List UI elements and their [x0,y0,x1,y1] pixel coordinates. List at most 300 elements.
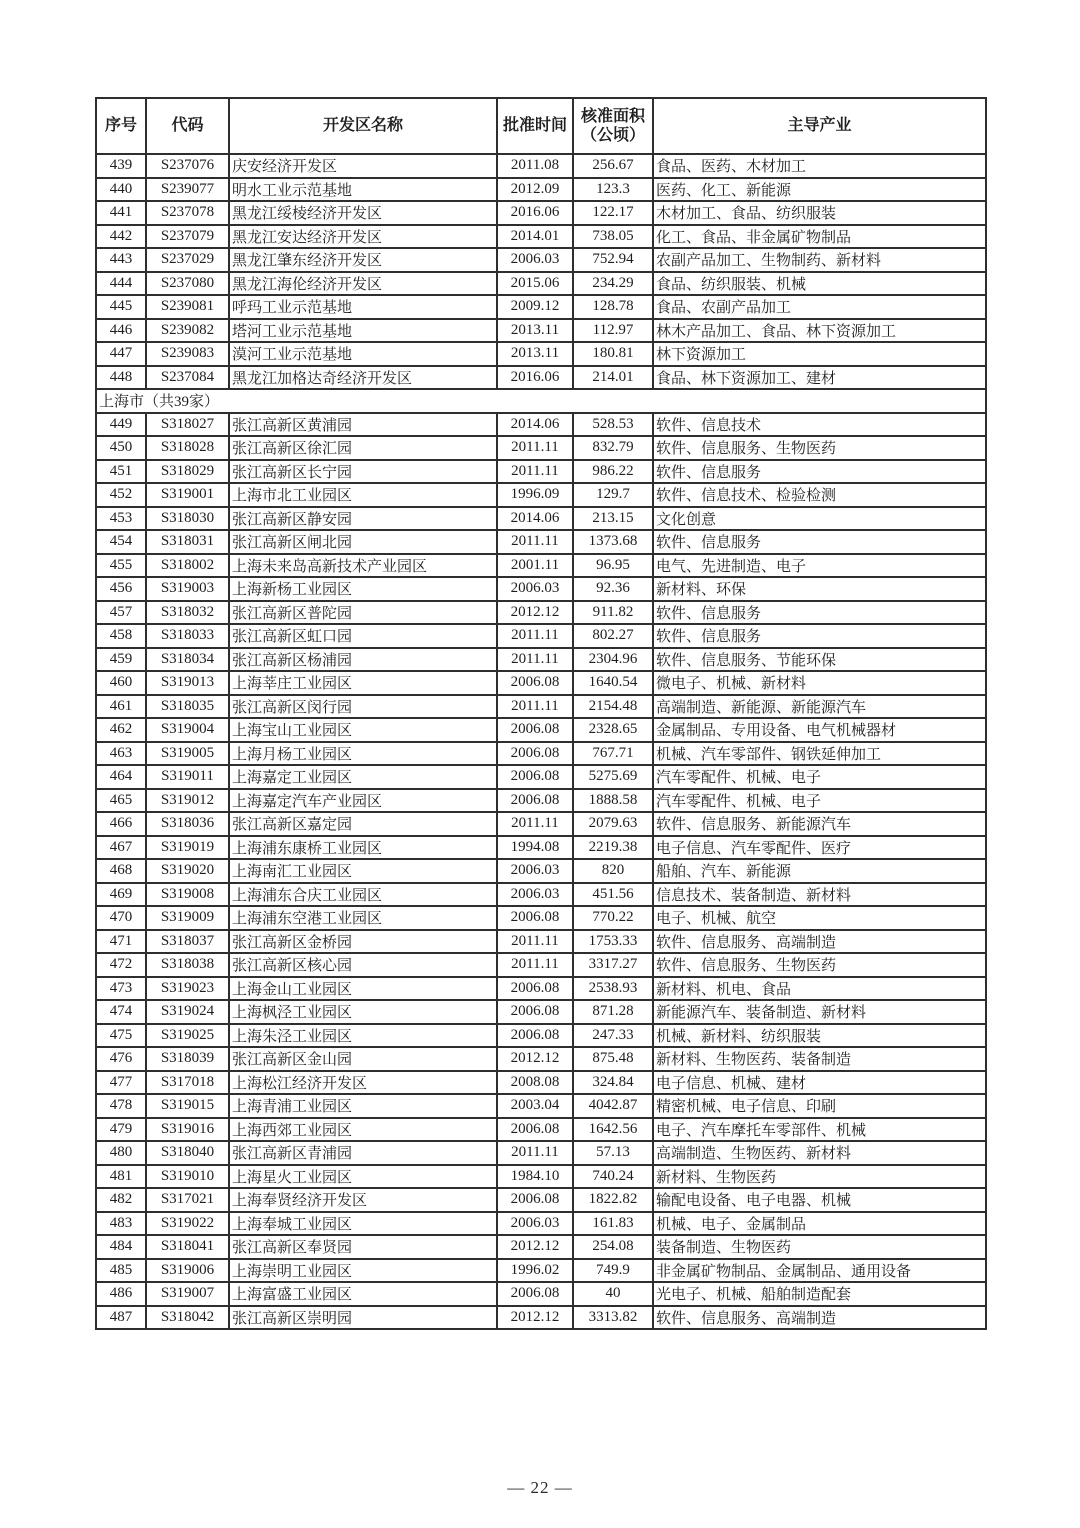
table-cell-seq: 473 [96,977,146,1001]
table-cell-industry: 化工、食品、非金属矿物制品 [653,225,986,249]
table-cell-industry: 金属制品、专用设备、电气机械器材 [653,718,986,742]
table-cell-name: 上海浦东空港工业园区 [229,906,497,930]
table-row [96,836,986,860]
table-cell-date: 2011.11 [497,648,573,672]
table-cell-industry: 高端制造、生物医药、新材料 [653,1141,986,1165]
table-cell-area: 832.79 [573,436,653,460]
table-cell-date: 1996.09 [497,483,573,507]
table-cell-code: S319008 [146,883,229,907]
table-cell-seq: 467 [96,836,146,860]
table-cell-area: 875.48 [573,1047,653,1071]
table-cell-code: S319019 [146,836,229,860]
table-cell-seq: 450 [96,436,146,460]
table-cell-area: 871.28 [573,1000,653,1024]
table-cell-code: S237076 [146,154,229,178]
table-cell-name: 张江高新区核心园 [229,953,497,977]
table-cell-industry: 机械、电子、金属制品 [653,1212,986,1236]
table-cell-area: 802.27 [573,624,653,648]
table-cell-industry: 食品、林下资源加工、建材 [653,366,986,390]
table-cell-seq: 453 [96,507,146,531]
table-cell-industry: 船舶、汽车、新能源 [653,859,986,883]
table-row [96,789,986,813]
table-cell-industry: 信息技术、装备制造、新材料 [653,883,986,907]
table-row [96,366,986,390]
table-cell-date: 2012.12 [497,601,573,625]
table-row [96,718,986,742]
table-cell-code: S239082 [146,319,229,343]
table-cell-name: 张江高新区金桥园 [229,930,497,954]
table-cell-code: S237029 [146,248,229,272]
table-cell-date: 2011.11 [497,624,573,648]
table-cell-area: 1888.58 [573,789,653,813]
table-row [96,1047,986,1071]
table-cell-seq: 480 [96,1141,146,1165]
table-cell-code: S318032 [146,601,229,625]
table-cell-code: S317018 [146,1071,229,1095]
table-row [96,1141,986,1165]
table-cell-name: 张江高新区静安园 [229,507,497,531]
table-cell-seq: 457 [96,601,146,625]
table-cell-date: 2011.11 [497,460,573,484]
table-cell-name: 张江高新区徐汇园 [229,436,497,460]
table-cell-name: 上海新杨工业园区 [229,577,497,601]
table-cell-code: S319012 [146,789,229,813]
table-row [96,1235,986,1259]
table-cell-seq: 474 [96,1000,146,1024]
table-cell-date: 2012.09 [497,178,573,202]
table-cell-name: 上海奉贤经济开发区 [229,1188,497,1212]
table-cell-industry: 软件、信息服务 [653,601,986,625]
table-row [96,601,986,625]
table-cell-seq: 458 [96,624,146,648]
table-cell-name: 上海松江经济开发区 [229,1071,497,1095]
section-row [96,389,986,413]
table-cell-code: S319022 [146,1212,229,1236]
table-cell-industry: 装备制造、生物医药 [653,1235,986,1259]
table-cell-industry: 电子信息、机械、建材 [653,1071,986,1095]
table-row [96,671,986,695]
table-row [96,554,986,578]
table-cell-date: 2006.08 [497,742,573,766]
table-cell-code: S318034 [146,648,229,672]
column-header-area-line2: （公顷） [580,127,645,144]
table-row [96,460,986,484]
table-cell-area: 1642.56 [573,1118,653,1142]
table-cell-area: 247.33 [573,1024,653,1048]
table-row [96,648,986,672]
table-cell-industry: 精密机械、电子信息、印刷 [653,1094,986,1118]
table-cell-name: 上海浦东合庆工业园区 [229,883,497,907]
table-cell-seq: 466 [96,812,146,836]
table-cell-code: S319025 [146,1024,229,1048]
table-cell-name: 张江高新区青浦园 [229,1141,497,1165]
table-cell-area: 92.36 [573,577,653,601]
table-cell-date: 2009.12 [497,295,573,319]
table-cell-code: S319010 [146,1165,229,1189]
table-cell-area: 96.95 [573,554,653,578]
table-cell-industry: 机械、汽车零部件、钢铁延伸加工 [653,742,986,766]
table-row [96,1306,986,1330]
table-cell-date: 2016.06 [497,366,573,390]
table-cell-area: 738.05 [573,225,653,249]
table-cell-name: 黑龙江绥棱经济开发区 [229,201,497,225]
table-row [96,319,986,343]
table-cell-name: 上海未来岛高新技术产业园区 [229,554,497,578]
table-row [96,859,986,883]
table-cell-date: 2006.08 [497,765,573,789]
table-cell-industry: 新材料、机电、食品 [653,977,986,1001]
column-header-name: 开发区名称 [229,98,497,154]
table-row [96,530,986,554]
table-cell-seq: 478 [96,1094,146,1118]
table-cell-code: S318040 [146,1141,229,1165]
table-cell-name: 上海宝山工业园区 [229,718,497,742]
table-row [96,1212,986,1236]
table-cell-name: 上海朱泾工业园区 [229,1024,497,1048]
table-row [96,1000,986,1024]
table-cell-seq: 442 [96,225,146,249]
table-cell-area: 40 [573,1282,653,1306]
table-row [96,1188,986,1212]
table-cell-industry: 汽车零配件、机械、电子 [653,765,986,789]
table-row [96,342,986,366]
table-cell-code: S319006 [146,1259,229,1283]
table-cell-area: 254.08 [573,1235,653,1259]
table-cell-date: 1996.02 [497,1259,573,1283]
table-cell-date: 2006.08 [497,1024,573,1048]
table-cell-seq: 464 [96,765,146,789]
column-header-area-line1: 核准面积 [580,107,645,125]
table-cell-date: 2011.11 [497,953,573,977]
table-cell-seq: 486 [96,1282,146,1306]
table-cell-date: 2006.08 [497,1118,573,1142]
table-row [96,624,986,648]
table-row [96,413,986,437]
table-cell-name: 黑龙江安达经济开发区 [229,225,497,249]
table-cell-name: 张江高新区嘉定园 [229,812,497,836]
table-cell-area: 324.84 [573,1071,653,1095]
table-cell-industry: 软件、信息服务 [653,530,986,554]
table-cell-name: 张江高新区长宁园 [229,460,497,484]
table-cell-code: S319024 [146,1000,229,1024]
table-cell-name: 明水工业示范基地 [229,178,497,202]
table-row [96,742,986,766]
table-cell-seq: 462 [96,718,146,742]
table-cell-industry: 软件、信息技术 [653,413,986,437]
table-cell-industry: 软件、信息服务 [653,460,986,484]
table-cell-date: 2014.06 [497,413,573,437]
table-row [96,977,986,1001]
table-cell-seq: 456 [96,577,146,601]
table-row [96,1024,986,1048]
table-row [96,695,986,719]
table-cell-area: 749.9 [573,1259,653,1283]
table-cell-date: 2003.04 [497,1094,573,1118]
table-row [96,1094,986,1118]
table-row [96,483,986,507]
table-row [96,507,986,531]
table-cell-date: 2006.03 [497,859,573,883]
table-cell-code: S318041 [146,1235,229,1259]
table-cell-date: 2011.11 [497,812,573,836]
table-cell-date: 2006.08 [497,977,573,1001]
table-cell-code: S319004 [146,718,229,742]
table-cell-seq: 487 [96,1306,146,1330]
table-cell-industry: 高端制造、新能源、新能源汽车 [653,695,986,719]
table-cell-code: S319016 [146,1118,229,1142]
table-cell-area: 2328.65 [573,718,653,742]
table-cell-industry: 软件、信息服务、高端制造 [653,930,986,954]
table-body [96,154,986,1329]
table-cell-industry: 软件、信息技术、检验检测 [653,483,986,507]
table-cell-code: S319020 [146,859,229,883]
table-row [96,201,986,225]
table-cell-code: S318042 [146,1306,229,1330]
table-cell-date: 2011.08 [497,154,573,178]
table-cell-area: 770.22 [573,906,653,930]
table-row [96,272,986,296]
table-cell-name: 张江高新区奉贤园 [229,1235,497,1259]
table-cell-code: S318036 [146,812,229,836]
table-cell-seq: 443 [96,248,146,272]
table-cell-area: 256.67 [573,154,653,178]
table-cell-date: 2011.11 [497,436,573,460]
table-cell-seq: 449 [96,413,146,437]
table-cell-code: S239077 [146,178,229,202]
table-cell-seq: 455 [96,554,146,578]
table-cell-seq: 475 [96,1024,146,1048]
table-cell-industry: 林木产品加工、食品、林下资源加工 [653,319,986,343]
table-cell-code: S319009 [146,906,229,930]
table-cell-area: 1373.68 [573,530,653,554]
table-cell-seq: 447 [96,342,146,366]
column-header-seq: 序号 [96,98,146,154]
table-cell-name: 黑龙江海伦经济开发区 [229,272,497,296]
table-row [96,154,986,178]
table-cell-industry: 机械、新材料、纺织服装 [653,1024,986,1048]
table-cell-seq: 471 [96,930,146,954]
table-row [96,906,986,930]
table-cell-code: S318027 [146,413,229,437]
table-cell-date: 2011.11 [497,1141,573,1165]
table-cell-name: 上海青浦工业园区 [229,1094,497,1118]
table-row [96,1282,986,1306]
table-cell-area: 2079.63 [573,812,653,836]
column-header-date: 批准时间 [497,98,573,154]
table-cell-date: 2014.06 [497,507,573,531]
table-cell-name: 上海富盛工业园区 [229,1282,497,1306]
table-cell-seq: 465 [96,789,146,813]
table-cell-industry: 文化创意 [653,507,986,531]
table-cell-code: S319011 [146,765,229,789]
table-cell-industry: 电子信息、汽车零配件、医疗 [653,836,986,860]
table-cell-date: 2006.03 [497,1212,573,1236]
table-cell-code: S318037 [146,930,229,954]
table-cell-area: 820 [573,859,653,883]
table-cell-name: 张江高新区虹口园 [229,624,497,648]
table-cell-code: S237080 [146,272,229,296]
table-cell-seq: 482 [96,1188,146,1212]
table-cell-seq: 485 [96,1259,146,1283]
table-cell-name: 庆安经济开发区 [229,154,497,178]
table-cell-name: 张江高新区杨浦园 [229,648,497,672]
table-cell-seq: 439 [96,154,146,178]
table-cell-area: 3313.82 [573,1306,653,1330]
table-row [96,436,986,460]
table-cell-area: 112.97 [573,319,653,343]
table-cell-seq: 483 [96,1212,146,1236]
table-cell-seq: 476 [96,1047,146,1071]
table-cell-name: 上海崇明工业园区 [229,1259,497,1283]
table-cell-date: 2012.12 [497,1235,573,1259]
table-cell-industry: 软件、信息服务、生物医药 [653,436,986,460]
table-row [96,1165,986,1189]
table-cell-date: 2011.11 [497,930,573,954]
table-cell-code: S239081 [146,295,229,319]
table-cell-area: 214.01 [573,366,653,390]
table-cell-date: 2006.03 [497,248,573,272]
table-cell-seq: 441 [96,201,146,225]
table-cell-name: 张江高新区金山园 [229,1047,497,1071]
table-cell-name: 上海南汇工业园区 [229,859,497,883]
table-cell-industry: 软件、信息服务、新能源汽车 [653,812,986,836]
table-cell-area: 129.7 [573,483,653,507]
column-header-code: 代码 [146,98,229,154]
table-row [96,577,986,601]
table-cell-code: S237079 [146,225,229,249]
table-cell-area: 2304.96 [573,648,653,672]
table-cell-area: 2219.38 [573,836,653,860]
table-cell-name: 张江高新区黄浦园 [229,413,497,437]
table-cell-name: 上海金山工业园区 [229,977,497,1001]
table-row [96,295,986,319]
table-cell-area: 2538.93 [573,977,653,1001]
table-cell-name: 塔河工业示范基地 [229,319,497,343]
table-cell-seq: 459 [96,648,146,672]
table-cell-area: 752.94 [573,248,653,272]
table-cell-seq: 472 [96,953,146,977]
table-cell-date: 2011.11 [497,530,573,554]
table-cell-name: 上海枫泾工业园区 [229,1000,497,1024]
table-cell-code: S319005 [146,742,229,766]
table-cell-seq: 484 [96,1235,146,1259]
table-cell-date: 2006.08 [497,671,573,695]
table-row [96,1259,986,1283]
column-header-area [573,98,653,154]
table-cell-name: 上海嘉定汽车产业园区 [229,789,497,813]
table-cell-industry: 软件、信息服务、高端制造 [653,1306,986,1330]
table-cell-seq: 477 [96,1071,146,1095]
table-cell-industry: 食品、农副产品加工 [653,295,986,319]
table-cell-industry: 木材加工、食品、纺织服装 [653,201,986,225]
table-cell-date: 2006.08 [497,1188,573,1212]
table-cell-code: S319001 [146,483,229,507]
table-cell-industry: 农副产品加工、生物制药、新材料 [653,248,986,272]
table-row [96,1071,986,1095]
table-cell-industry: 输配电设备、电子电器、机械 [653,1188,986,1212]
table-cell-industry: 非金属矿物制品、金属制品、通用设备 [653,1259,986,1283]
table-cell-seq: 461 [96,695,146,719]
table-cell-name: 上海西郊工业园区 [229,1118,497,1142]
table-cell-area: 740.24 [573,1165,653,1189]
table-cell-date: 2006.03 [497,883,573,907]
table-cell-code: S318030 [146,507,229,531]
table-cell-code: S319013 [146,671,229,695]
table-cell-code: S318031 [146,530,229,554]
table-cell-area: 451.56 [573,883,653,907]
table-row [96,765,986,789]
table-cell-name: 张江高新区闸北园 [229,530,497,554]
table-cell-date: 1994.08 [497,836,573,860]
header-row [96,98,986,154]
table-cell-seq: 440 [96,178,146,202]
table-cell-code: S317021 [146,1188,229,1212]
table-cell-code: S237078 [146,201,229,225]
table-cell-area: 57.13 [573,1141,653,1165]
table-cell-name: 张江高新区普陀园 [229,601,497,625]
table-cell-industry: 软件、信息服务、生物医药 [653,953,986,977]
table-cell-area: 122.17 [573,201,653,225]
table-cell-industry: 汽车零配件、机械、电子 [653,789,986,813]
table-cell-area: 528.53 [573,413,653,437]
table-row [96,178,986,202]
table-cell-name: 黑龙江肇东经济开发区 [229,248,497,272]
page-number: — 22 — [507,1478,573,1497]
table-cell-area: 213.15 [573,507,653,531]
table-cell-area: 180.81 [573,342,653,366]
table-cell-date: 2006.08 [497,789,573,813]
table-cell-name: 张江高新区崇明园 [229,1306,497,1330]
table-cell-date: 1984.10 [497,1165,573,1189]
table-cell-seq: 452 [96,483,146,507]
table-cell-name: 漠河工业示范基地 [229,342,497,366]
table-cell-seq: 454 [96,530,146,554]
table-cell-code: S319007 [146,1282,229,1306]
table-cell-area: 911.82 [573,601,653,625]
table-cell-seq: 479 [96,1118,146,1142]
table-cell-date: 2012.12 [497,1047,573,1071]
table-cell-industry: 医药、化工、新能源 [653,178,986,202]
table-cell-seq: 481 [96,1165,146,1189]
table-cell-area: 2154.48 [573,695,653,719]
table-row [96,953,986,977]
table-row [96,1118,986,1142]
table-cell-code: S318002 [146,554,229,578]
table-cell-name: 张江高新区闵行园 [229,695,497,719]
table-cell-code: S319003 [146,577,229,601]
table-cell-industry: 电子、机械、航空 [653,906,986,930]
table-cell-area: 1753.33 [573,930,653,954]
table-header [96,98,986,154]
column-header-industry: 主导产业 [653,98,986,154]
table-cell-industry: 林下资源加工 [653,342,986,366]
table-row [96,883,986,907]
table-cell-seq: 445 [96,295,146,319]
table-cell-area: 123.3 [573,178,653,202]
table-cell-name: 上海奉城工业园区 [229,1212,497,1236]
table-cell-area: 161.83 [573,1212,653,1236]
table-cell-name: 上海市北工业园区 [229,483,497,507]
table-cell-code: S318033 [146,624,229,648]
table-cell-date: 2013.11 [497,319,573,343]
table-cell-code: S237084 [146,366,229,390]
table-cell-name: 上海嘉定工业园区 [229,765,497,789]
table-cell-industry: 光电子、机械、船舶制造配套 [653,1282,986,1306]
table-cell-code: S318035 [146,695,229,719]
table-cell-name: 上海星火工业园区 [229,1165,497,1189]
table-cell-seq: 469 [96,883,146,907]
table-cell-industry: 新材料、环保 [653,577,986,601]
